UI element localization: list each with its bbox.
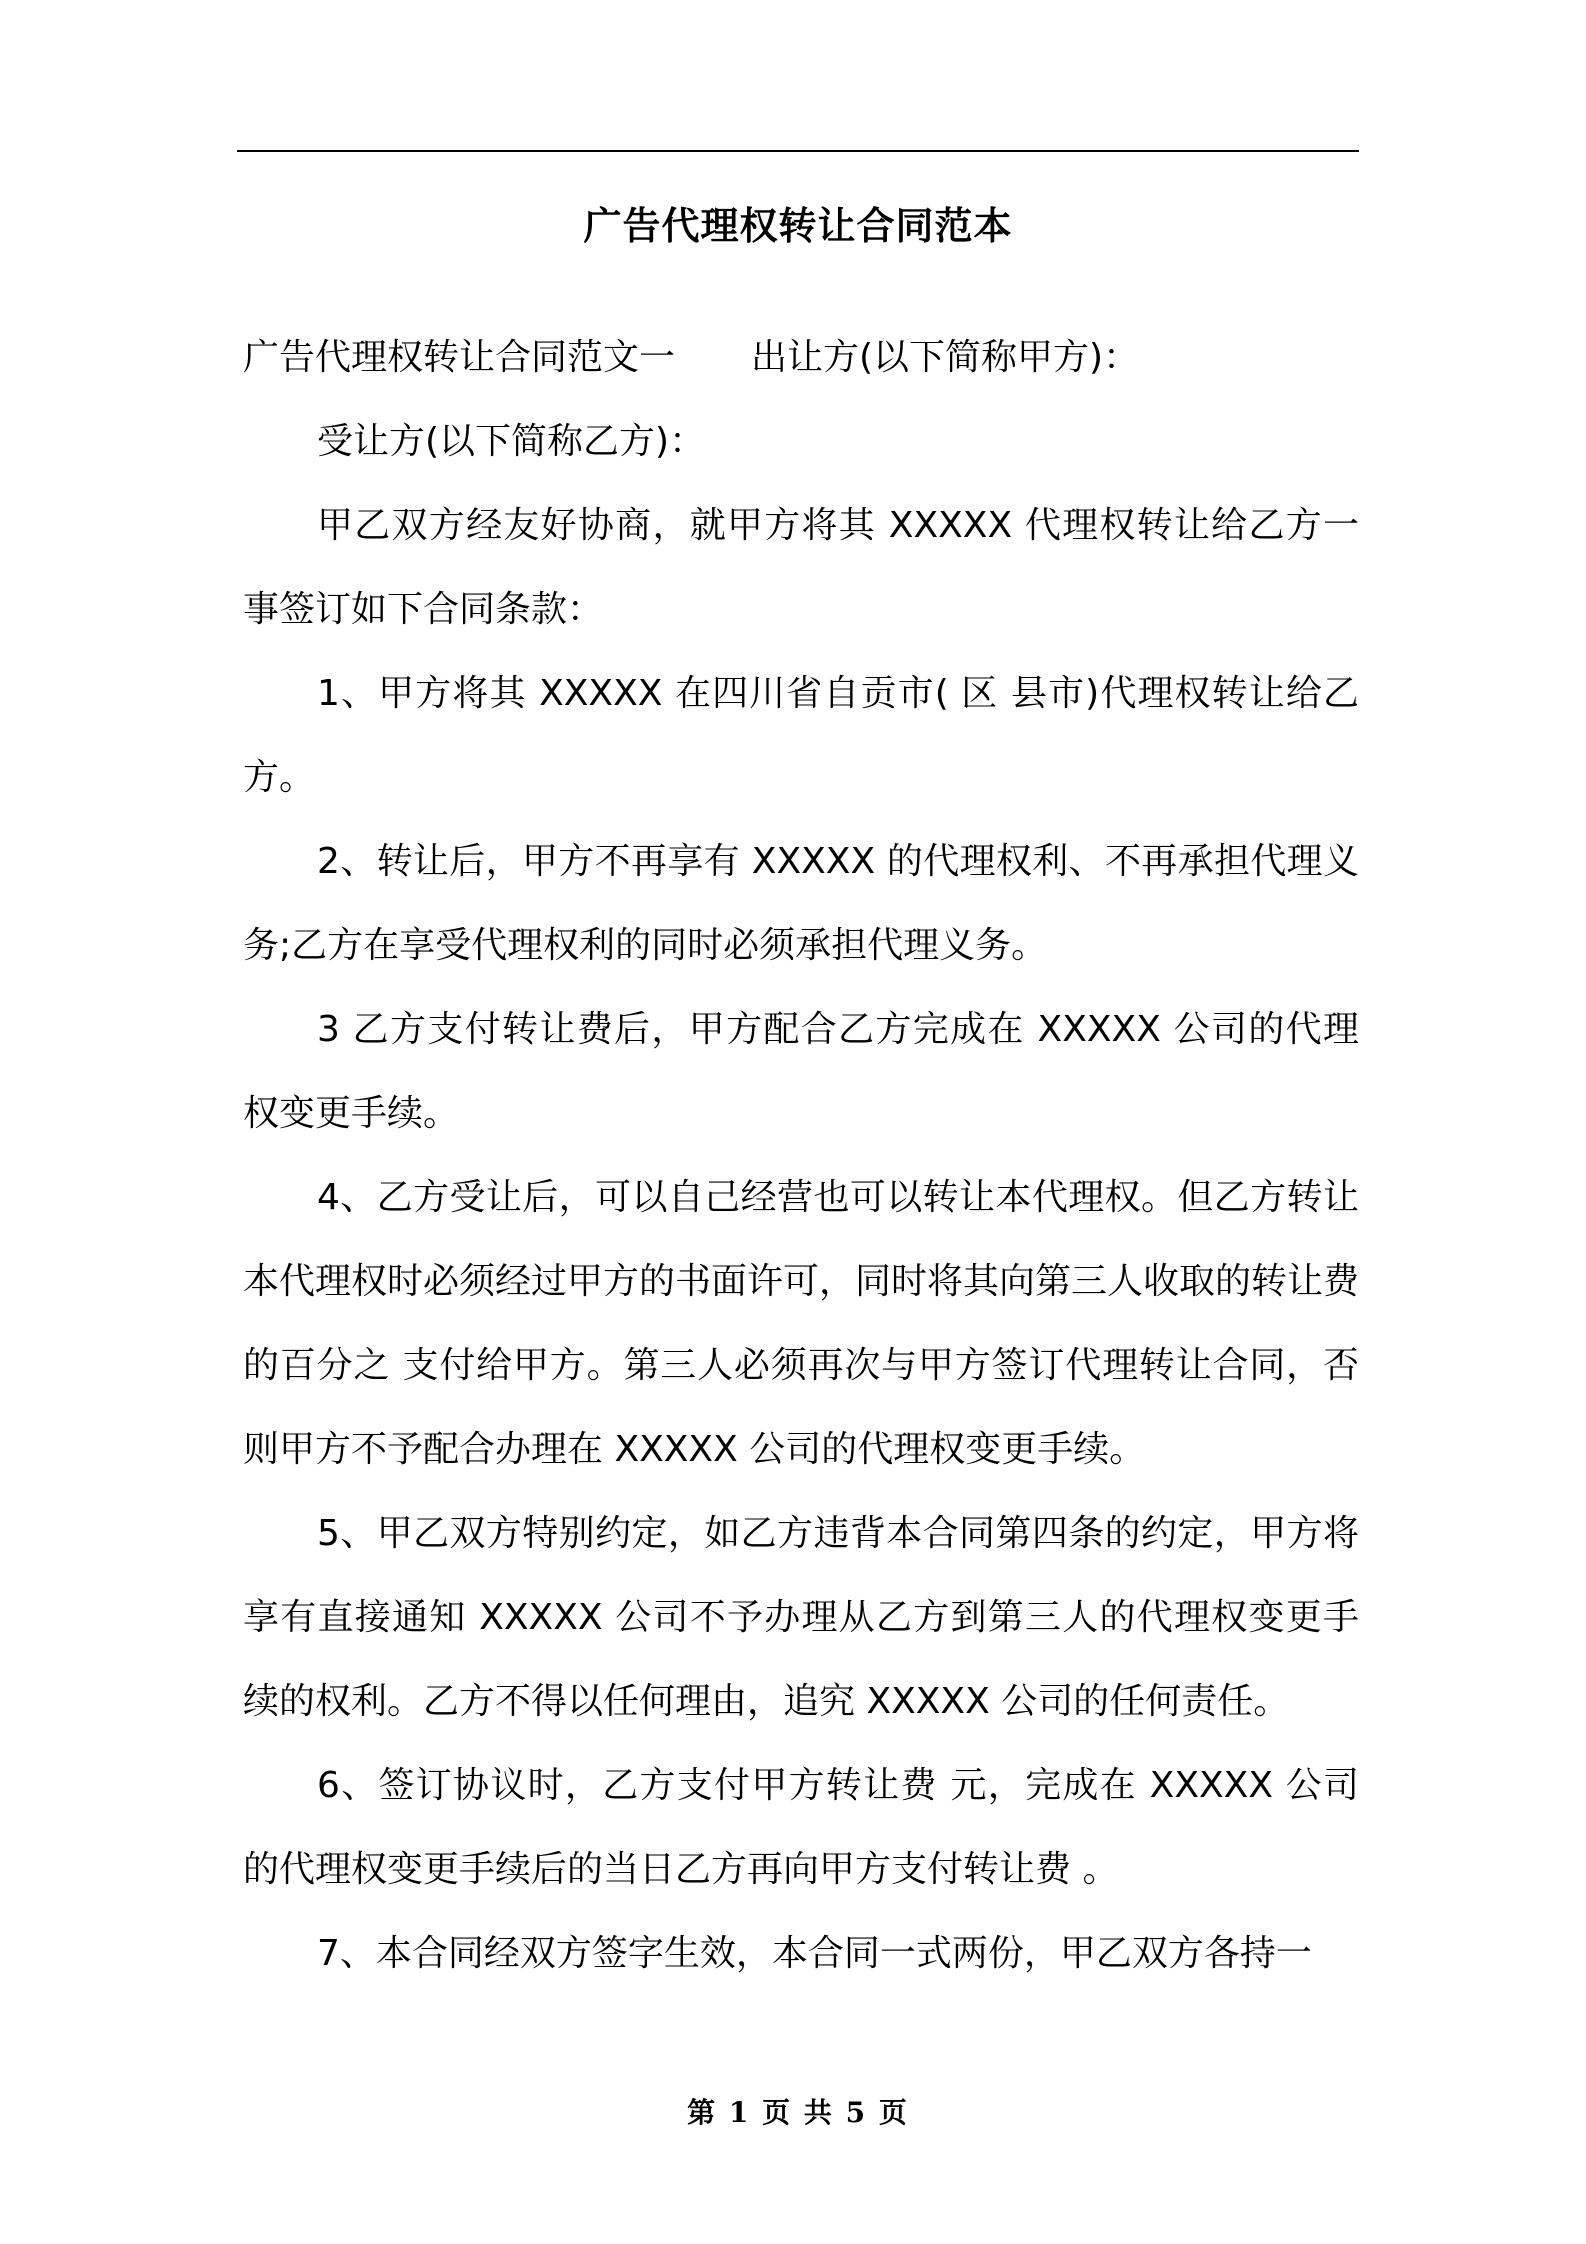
header-rule xyxy=(237,150,1359,152)
opening-line xyxy=(243,316,1359,400)
clause-5: 5、甲乙双方特别约定，如乙方违背本合同第四条的约定，甲方将享有直接通知 XXXXX 公司不予办理从乙方到第三人的代理权变更手续的权利。乙方不得以任何理由，追究 XXXXX 公司的任何责任。 xyxy=(243,1513,1359,1722)
transferor-label: 出让方(以下简称甲方)： xyxy=(751,337,1140,378)
clause-1: 1、甲方将其 XXXXX 在四川省自贡市( 区 县市)代理权转让给乙方。 xyxy=(243,673,1359,798)
clause-7: 7、本合同经双方签字生效，本合同一式两份，甲乙双方各持一 xyxy=(317,1933,1312,1974)
paragraph-preamble: 甲乙双方经友好协商，就甲方将其 XXXXX 代理权转让给乙方一事签订如下合同条款： xyxy=(243,505,1359,630)
paragraph-transferee: 受让方(以下简称乙方)： xyxy=(317,421,706,462)
contract-subtitle: 广告代理权转让合同范文一 xyxy=(243,337,676,378)
clause-4: 4、乙方受让后，可以自己经营也可以转让本代理权。但乙方转让本代理权时必须经过甲方的书面许可，同时将其向第三人收取的转让费的百分之 支付给甲方。第三人必须再次与甲方签订代理转让合同，否则甲方不予配合办理在 XXXXX 公司的代理权变更手续。 xyxy=(243,1177,1360,1470)
clause-2: 2、转让后，甲方不再享有 XXXXX 的代理权利、不再承担代理义务;乙方在享受代理权利的同时必须承担代理义务。 xyxy=(243,841,1359,966)
document-body xyxy=(243,316,1359,1996)
clause-6: 6、签订协议时，乙方支付甲方转让费 元，完成在 XXXXX 公司的代理权变更手续后的当日乙方再向甲方支付转让费 。 xyxy=(243,1765,1359,1890)
document-title: 广告代理权转让合同范本 xyxy=(583,204,1013,248)
page-number: 第 1 页 共 5 页 xyxy=(687,2096,909,2129)
clause-3: 3 乙方支付转让费后，甲方配合乙方完成在 XXXXX 公司的代理权变更手续。 xyxy=(243,1009,1359,1134)
